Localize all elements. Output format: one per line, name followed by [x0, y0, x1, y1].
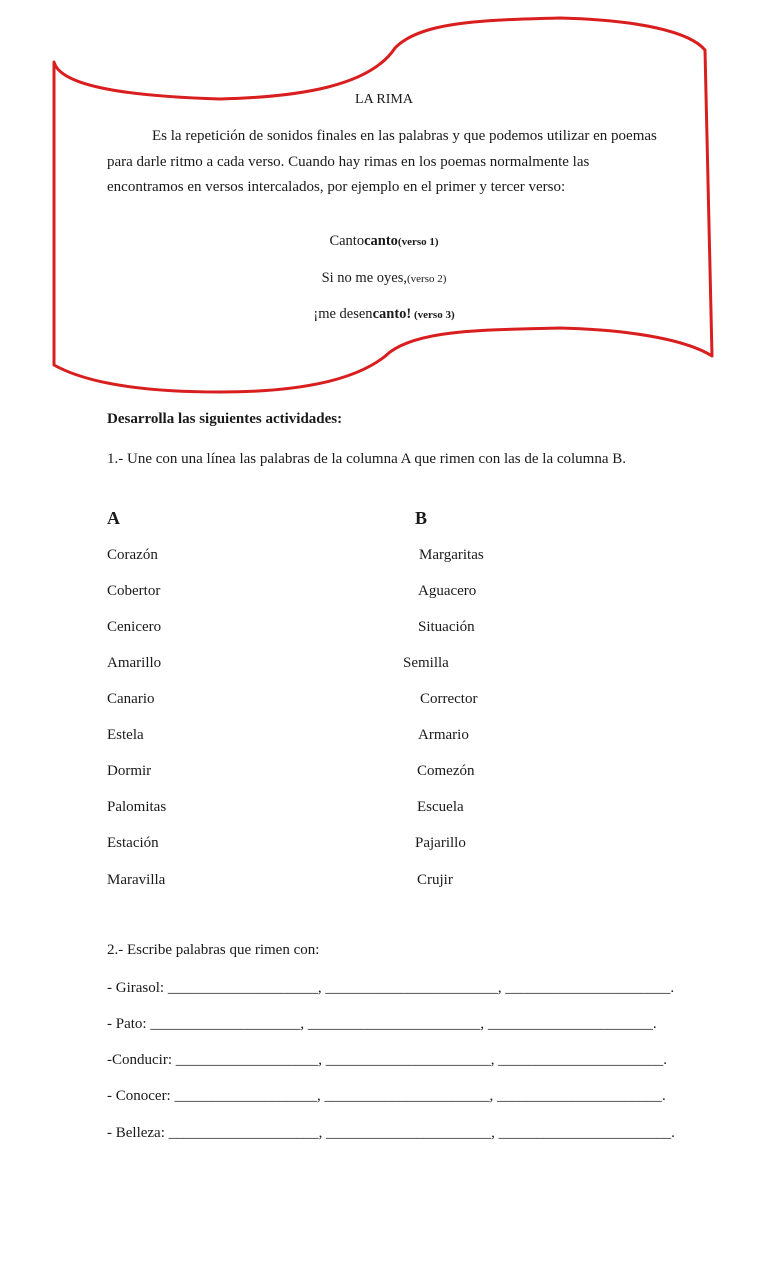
column-a-word: Estela	[107, 727, 144, 743]
banner-title: LA RIMA	[355, 92, 413, 107]
column-a-word: Maravilla	[107, 872, 166, 888]
column-b-word: Corrector	[420, 691, 478, 707]
column-a-word: Cenicero	[107, 619, 162, 635]
column-a-word: Dormir	[107, 763, 152, 779]
column-b-word: Escuela	[417, 799, 464, 815]
column-b-word: Margaritas	[419, 547, 484, 563]
column-b-header: B	[415, 508, 428, 528]
rhyme-line-conducir[interactable]: -Conducir: ___________________, ______________________, ______________________.	[107, 1052, 667, 1068]
question-2: 2.- Escribe palabras que rimen con:	[107, 942, 320, 958]
column-a-word: Corazón	[107, 547, 158, 563]
verse-3: ¡me desencanto! (verso 3)	[313, 306, 455, 322]
scroll-banner-shape	[0, 0, 768, 420]
rhyme-line-conocer[interactable]: - Conocer: ___________________, ______________________, ______________________.	[107, 1088, 666, 1104]
column-b-word: Crujir	[417, 872, 453, 888]
column-b-word: Semilla	[403, 655, 449, 671]
question-1: 1.- Une con una línea las palabras de la columna A que rimen con las de la columna B.	[107, 451, 627, 467]
column-a-word: Estación	[107, 835, 159, 851]
column-b-word: Aguacero	[418, 583, 477, 599]
column-a-word: Cobertor	[107, 583, 161, 599]
verse-2: Si no me oyes,(verso 2)	[321, 270, 447, 286]
column-b-word: Pajarillo	[415, 835, 466, 851]
rhyme-line-belleza[interactable]: - Belleza: ____________________, ______________________, _______________________.	[107, 1125, 675, 1141]
column-a-header: A	[107, 508, 120, 528]
column-b-word: Armario	[418, 727, 469, 743]
column-a-word: Amarillo	[107, 655, 162, 671]
column-b-word: Situación	[418, 619, 475, 635]
column-b-word: Comezón	[417, 763, 475, 779]
rhyme-line-girasol[interactable]: - Girasol: ____________________, _______________________, ______________________.	[107, 980, 675, 996]
intro-paragraph: Es la repetición de sonidos finales en las palabras y que podemos utilizar en poemas para darle ritmo a cada verso. Cuando hay rimas en los poemas normalmente las encontramos en versos intercalados, por ejemplo en el primer y tercer verso:	[107, 128, 657, 195]
rhyme-line-pato[interactable]: - Pato: ____________________, _______________________, ______________________.	[107, 1016, 657, 1032]
column-a-word: Canario	[107, 691, 155, 707]
column-a-word: Palomitas	[107, 799, 167, 815]
verse-1: Cantocanto(verso 1)	[329, 233, 439, 249]
activities-heading: Desarrolla las siguientes actividades:	[107, 411, 343, 427]
